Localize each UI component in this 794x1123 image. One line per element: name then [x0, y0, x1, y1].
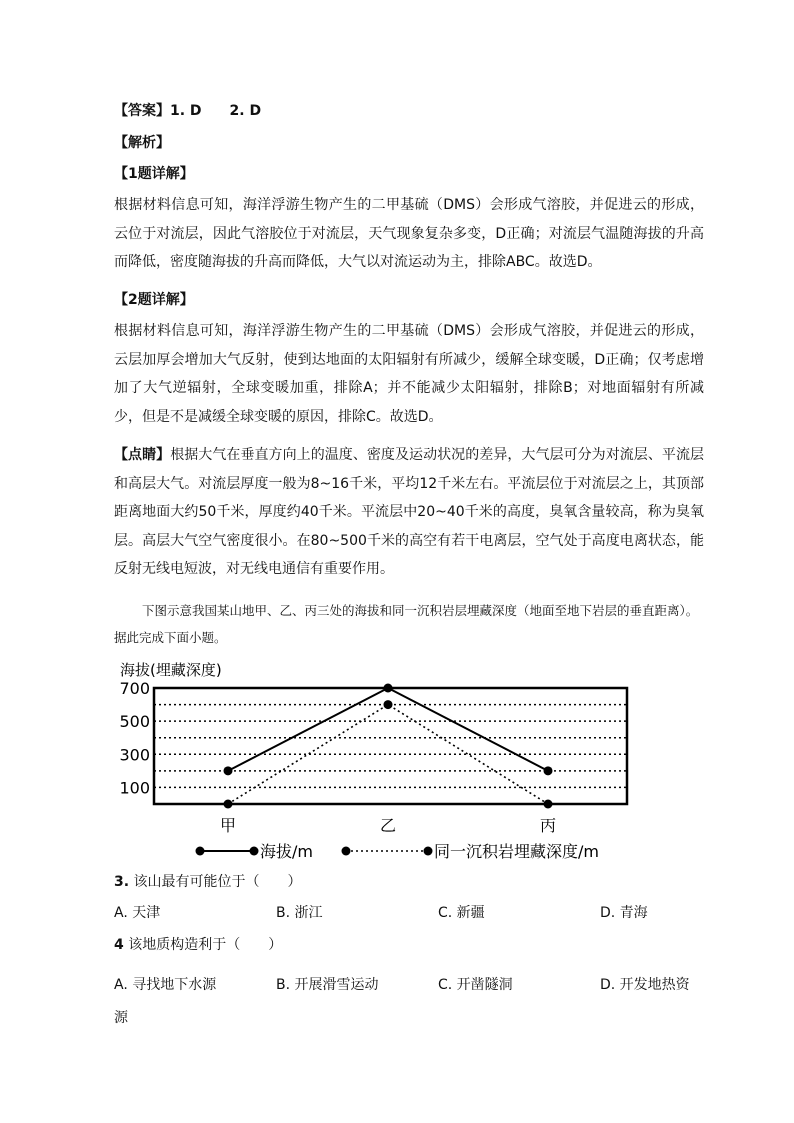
x-category-label: 乙: [379, 816, 397, 835]
q3-stem: 该山最有可能位于（ ）: [133, 874, 302, 890]
q4-option-b[interactable]: B. 开展滑雪运动: [276, 977, 379, 993]
question-intro: 下图示意我国某山地甲、乙、丙三处的海拔和同一沉积岩层埋藏深度（地面至地下岩层的垂直距离）。据此完成下面小题。: [114, 603, 699, 645]
elevation-point: [224, 766, 233, 775]
q3-option-c[interactable]: C. 新疆: [438, 905, 485, 921]
q4-option-a[interactable]: A. 寻找地下水源: [114, 977, 217, 993]
analysis-label: 【解析】: [114, 135, 170, 151]
legend-depth-label: 同一沉积岩埋藏深度/m: [434, 842, 599, 861]
chart-ylabel: 海拔(埋藏深度): [120, 661, 222, 679]
answer-values: 1. D 2. D: [170, 103, 262, 119]
q3-number: 3.: [114, 874, 130, 890]
chart-series: [224, 684, 553, 809]
q2-label: 【2题详解】: [114, 292, 194, 308]
chart-legend: [196, 842, 599, 861]
x-category-label: 甲: [219, 816, 237, 835]
tip-text: 根据大气在垂直方向上的温度、密度及运动状况的差异，大气层可分为对流层、平流层和高层大气。对流层厚度一般为8~16千米，平均12千米左右。平流层位于对流层之上，其顶部距离地面大约50千米，厚度约40千米。平流层中20~40千米的高度，臭氧含量较高，称为臭氧层。高层大气空气密度很小。在80~500千米的高空有若干电离层，空气处于高度电离状态，能反射无线电短波，对无线电通信有重要作用。: [114, 447, 705, 577]
answer-label: 【答案】: [114, 103, 170, 119]
q1-explanation: 根据材料信息可知，海洋浮游生物产生的二甲基硫（DMS）会形成气溶胶，并促进云的形成，云位于对流层，因此气溶胶位于对流层，天气现象复杂多变，D正确；对流层气温随海拔的升高而降低，密度随海拔的升高而降低，大气以对流运动为主，排除ABC。故选D。: [114, 197, 704, 270]
q3-stem-line: [114, 872, 302, 892]
q3-option-a[interactable]: A. 天津: [114, 905, 161, 921]
tip-paragraph: [114, 441, 704, 584]
answer-line: [114, 101, 261, 121]
q3-option-b[interactable]: B. 浙江: [276, 905, 323, 921]
legend-elevation-dot: [250, 847, 259, 856]
ytick-label: 300: [119, 745, 150, 765]
q4-option-c[interactable]: C. 开凿隧洞: [438, 977, 513, 993]
q4-option-d[interactable]: D. 开发地热资: [600, 977, 690, 993]
chart-gridlines: [154, 705, 627, 788]
q3-option-d[interactable]: D. 青海: [600, 905, 648, 921]
legend-depth-dot: [424, 847, 433, 856]
elevation-point: [544, 766, 553, 775]
ytick-label: 700: [119, 679, 150, 698]
q1-label: 【1题详解】: [114, 166, 194, 182]
legend-elevation-label: 海拔/m: [260, 842, 313, 861]
chart-yticks: [119, 679, 150, 797]
chart-categories: [220, 816, 556, 835]
q2-explanation: 根据材料信息可知，海洋浮游生物产生的二甲基硫（DMS）会形成气溶胶，并促进云的形成，云层加厚会增加大气反射，使到达地面的太阳辐射有所减少，缓解全球变暖，D正确；仅考虑增加了大气逆辐射，全球变暖加重，排除A；并不能减少太阳辐射，排除B；对地面辐射有所减少，但是不是减缓全球变暖的原因，排除C。故选D。: [114, 323, 704, 425]
q4-option-d-wrap: 源: [114, 1010, 128, 1026]
elevation-chart: [114, 655, 644, 865]
q4-number: 4: [114, 937, 124, 953]
ytick-label: 500: [119, 712, 150, 732]
ytick-label: 100: [119, 778, 150, 798]
depth-point: [544, 800, 553, 809]
q4-stem-line: [114, 935, 282, 955]
legend-depth-dot: [342, 847, 351, 856]
depth-point: [384, 700, 393, 709]
elevation-point: [384, 684, 393, 693]
legend-elevation-dot: [196, 847, 205, 856]
x-category-label: 丙: [539, 816, 557, 835]
tip-label: 【点睛】: [114, 447, 171, 463]
depth-point: [224, 800, 233, 809]
q4-stem: 该地质构造利于（ ）: [128, 937, 283, 953]
